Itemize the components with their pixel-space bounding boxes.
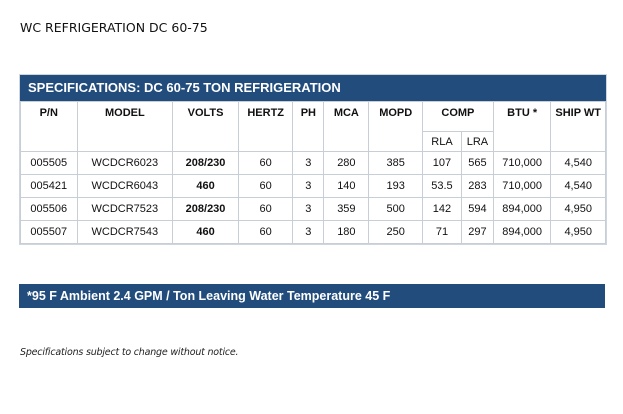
specifications-table bbox=[20, 101, 606, 244]
cell-lra: 297 bbox=[462, 221, 494, 244]
cell-volts: 460 bbox=[173, 175, 239, 198]
conditions-note: *95 F Ambient 2.4 GPM / Ton Leaving Water Temperature 45 F bbox=[19, 284, 605, 308]
col-header-mca: MCA bbox=[324, 102, 369, 152]
col-header-btu: BTU * bbox=[493, 102, 551, 152]
disclaimer-footnote: Specifications subject to change without notice. bbox=[20, 347, 239, 358]
col-header-hertz: HERTZ bbox=[238, 102, 292, 152]
cell-ph: 3 bbox=[293, 221, 324, 244]
cell-pn: 005506 bbox=[21, 198, 78, 221]
cell-hertz: 60 bbox=[238, 175, 292, 198]
cell-hertz: 60 bbox=[238, 152, 292, 175]
document-title: WC REFRIGERATION DC 60-75 bbox=[20, 20, 208, 35]
cell-lra: 565 bbox=[462, 152, 494, 175]
cell-pn: 005507 bbox=[21, 221, 78, 244]
cell-model: WCDCR7523 bbox=[77, 198, 173, 221]
cell-mopd: 500 bbox=[369, 198, 422, 221]
table-row bbox=[21, 198, 606, 221]
cell-rla: 107 bbox=[422, 152, 461, 175]
col-header-model: MODEL bbox=[77, 102, 173, 152]
cell-rla: 142 bbox=[422, 198, 461, 221]
cell-model: WCDCR7543 bbox=[77, 221, 173, 244]
col-header-comp: COMP bbox=[422, 102, 493, 132]
col-header-ph: PH bbox=[293, 102, 324, 152]
specifications-header: SPECIFICATIONS: DC 60-75 TON REFRIGERATION bbox=[20, 75, 606, 101]
cell-mopd: 385 bbox=[369, 152, 422, 175]
cell-mopd: 193 bbox=[369, 175, 422, 198]
cell-ph: 3 bbox=[293, 175, 324, 198]
cell-rla: 71 bbox=[422, 221, 461, 244]
cell-btu: 710,000 bbox=[493, 152, 551, 175]
cell-ship-wt: 4,540 bbox=[551, 175, 606, 198]
col-header-ship-wt: SHIP WT bbox=[551, 102, 606, 152]
table-row bbox=[21, 221, 606, 244]
cell-hertz: 60 bbox=[238, 221, 292, 244]
cell-mca: 359 bbox=[324, 198, 369, 221]
cell-btu: 710,000 bbox=[493, 175, 551, 198]
cell-mca: 180 bbox=[324, 221, 369, 244]
col-header-volts: VOLTS bbox=[173, 102, 239, 152]
cell-rla: 53.5 bbox=[422, 175, 461, 198]
col-header-mopd: MOPD bbox=[369, 102, 422, 152]
cell-volts: 208/230 bbox=[173, 198, 239, 221]
cell-pn: 005505 bbox=[21, 152, 78, 175]
cell-mopd: 250 bbox=[369, 221, 422, 244]
cell-ph: 3 bbox=[293, 152, 324, 175]
cell-btu: 894,000 bbox=[493, 221, 551, 244]
cell-btu: 894,000 bbox=[493, 198, 551, 221]
cell-model: WCDCR6043 bbox=[77, 175, 173, 198]
col-header-lra: LRA bbox=[462, 132, 494, 152]
table-row bbox=[21, 152, 606, 175]
col-header-rla: RLA bbox=[422, 132, 461, 152]
cell-pn: 005421 bbox=[21, 175, 78, 198]
col-header-pn: P/N bbox=[21, 102, 78, 152]
cell-ship-wt: 4,950 bbox=[551, 221, 606, 244]
cell-lra: 594 bbox=[462, 198, 494, 221]
cell-volts: 460 bbox=[173, 221, 239, 244]
cell-volts: 208/230 bbox=[173, 152, 239, 175]
cell-model: WCDCR6023 bbox=[77, 152, 173, 175]
table-row bbox=[21, 175, 606, 198]
cell-ship-wt: 4,950 bbox=[551, 198, 606, 221]
cell-hertz: 60 bbox=[238, 198, 292, 221]
cell-lra: 283 bbox=[462, 175, 494, 198]
cell-mca: 280 bbox=[324, 152, 369, 175]
specifications-panel bbox=[19, 74, 607, 245]
cell-ship-wt: 4,540 bbox=[551, 152, 606, 175]
cell-mca: 140 bbox=[324, 175, 369, 198]
cell-ph: 3 bbox=[293, 198, 324, 221]
